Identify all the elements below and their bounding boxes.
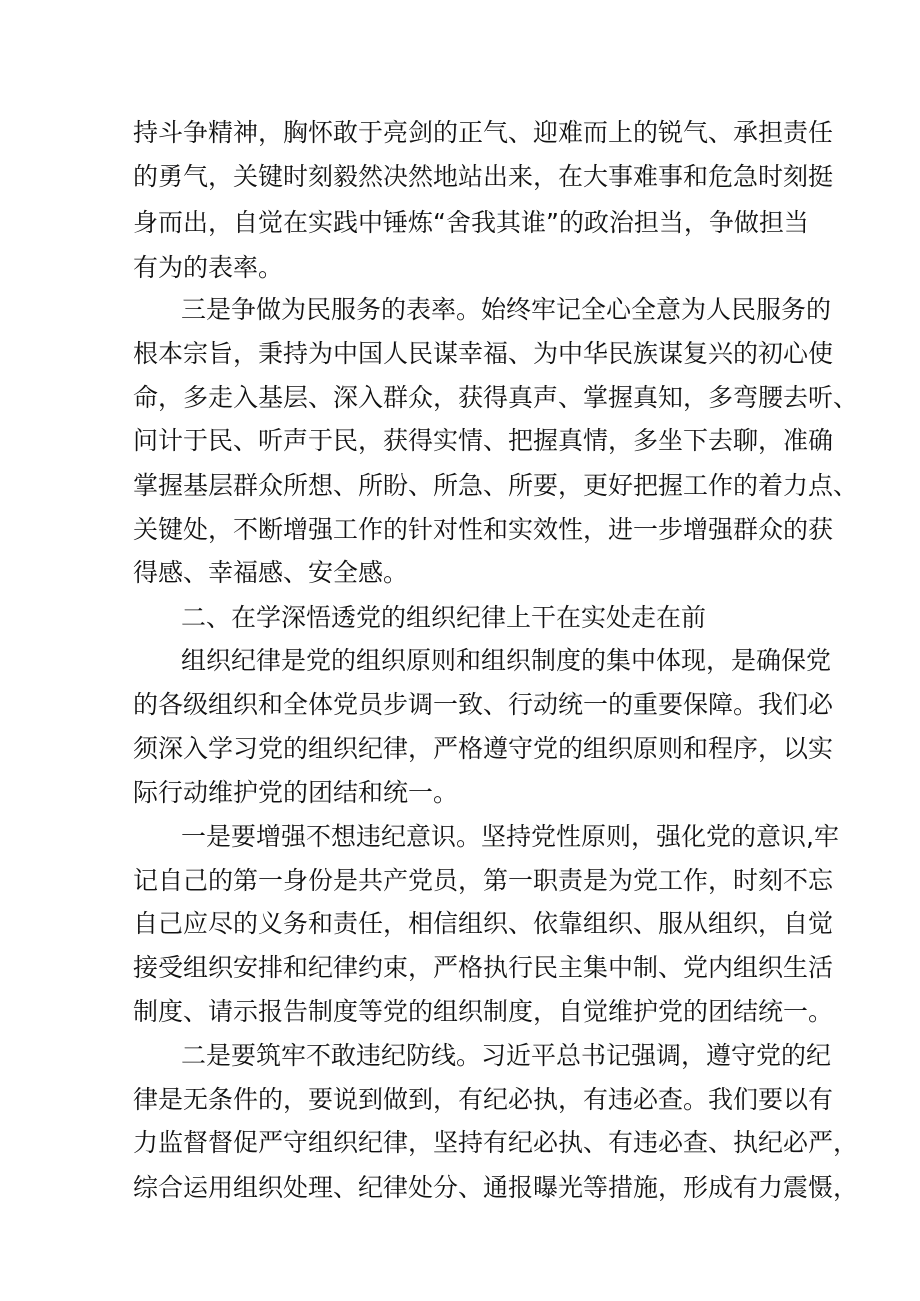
body-text-line: 自己应尽的义务和责任，相信组织、依靠组织、服从组织，自觉 <box>133 909 834 938</box>
body-text-line: 命，多走入基层、深入群众，获得真声、掌握真知，多弯腰去听、 <box>133 383 859 412</box>
body-text-line: 须深入学习党的组织纪律，严格遵守党的组织原则和程序，以实 <box>133 734 834 763</box>
body-text-line: 的勇气，关键时刻毅然决然地站出来，在大事难事和危急时刻挺 <box>133 162 834 191</box>
body-text-line: 关键处，不断增强工作的针对性和实效性，进一步增强群众的获 <box>133 515 834 544</box>
paragraph-first-line: 二是要筑牢不敢违纪防线。习近平总书记强调，遵守党的纪 <box>181 1041 832 1070</box>
body-text-line: 接受组织安排和纪律约束，严格执行民主集中制、党内组织生活 <box>133 953 834 982</box>
section-heading: 二、在学深悟透党的组织纪律上干在实处走在前 <box>181 603 707 632</box>
body-text-line: 有为的表率。 <box>133 253 284 282</box>
body-text-line: 综合运用组织处理、纪律处分、通报曝光等措施，形成有力震慑， <box>133 1173 859 1202</box>
body-text-line: 根本宗旨，秉持为中国人民谋幸福、为中华民族谋复兴的初心使 <box>133 339 834 368</box>
body-text-line: 力监督督促严守组织纪律，坚持有纪必执、有违必查、执纪必严， <box>133 1128 859 1157</box>
paragraph-first-line: 一是要增强不想违纪意识。坚持党性原则，强化党的意识,牢 <box>181 822 839 851</box>
body-text-line: 律是无条件的，要说到做到，有纪必执，有违必查。我们要以有 <box>133 1085 834 1114</box>
body-text-line: 得感、幸福感、安全感。 <box>133 558 409 587</box>
body-text-line: 的各级组织和全体党员步调一致、行动统一的重要保障。我们必 <box>133 690 834 719</box>
body-text-line: 身而出，自觉在实践中锤炼“舍我其谁”的政治担当，争做担当 <box>133 208 809 237</box>
body-text-line: 际行动维护党的团结和统一。 <box>133 778 459 807</box>
body-text-line: 记自己的第一身份是共产党员，第一职责是为党工作，时刻不忘 <box>133 866 834 895</box>
body-text-line: 制度、请示报告制度等党的组织制度，自觉维护党的团结统一。 <box>133 997 834 1026</box>
paragraph-first-line: 组织纪律是党的组织原则和组织制度的集中体现，是确保党 <box>181 646 832 675</box>
body-text-line: 持斗争精神，胸怀敢于亮剑的正气、迎难而上的锐气、承担责任 <box>133 118 834 147</box>
body-text-line: 掌握基层群众所想、所盼、所急、所要，更好把握工作的着力点、 <box>133 471 859 500</box>
paragraph-first-line: 三是争做为民服务的表率。始终牢记全心全意为人民服务的 <box>181 295 832 324</box>
body-text-line: 问计于民、听声于民，获得实情、把握真情，多坐下去聊，准确 <box>133 426 834 455</box>
